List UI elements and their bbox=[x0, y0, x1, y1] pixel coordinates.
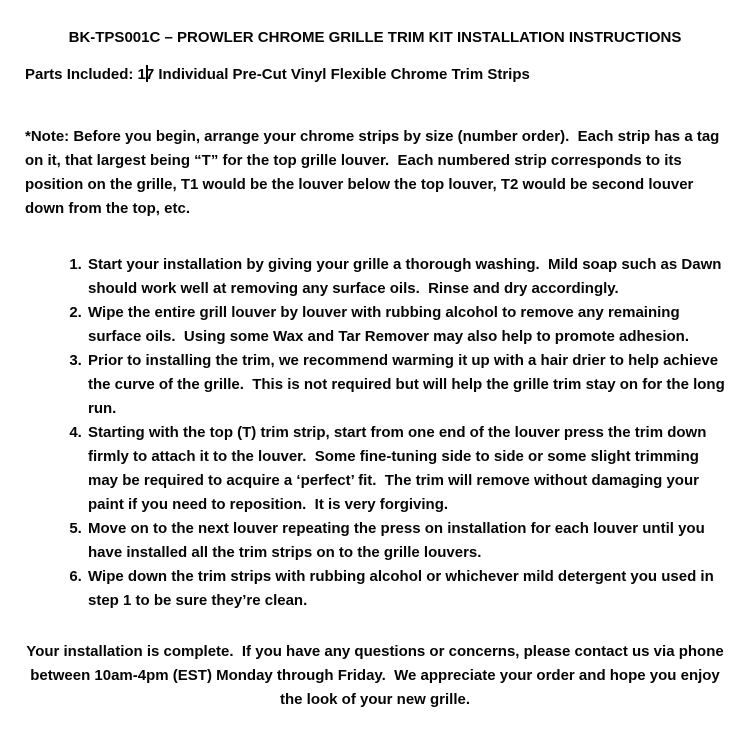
step-item-3: 3. Prior to installing the trim, we recommend warming it up with a hair drier to help achieve the curve of the grille. This is not required but will help the grille trim stay on for the long run. bbox=[86, 349, 725, 421]
parts-included-text-before-cursor: Parts Included: 1 bbox=[25, 66, 146, 83]
document-title: BK-TPS001C – PROWLER CHROME GRILLE TRIM KIT INSTALLATION INSTRUCTIONS bbox=[68, 29, 682, 46]
note-paragraph: *Note: Before you begin, arrange your chrome strips by size (number order). Each strip has a tag on it, that largest being “T” for the top grille louver. Each numbered strip corresponds to its position on the grille, T1 would be the louver below the top louver, T2 would be second louver down from the top, etc. bbox=[25, 128, 724, 217]
parts-included-line bbox=[25, 63, 725, 87]
step-item-5: 5. Move on to the next louver repeating the press on installation for each louver until you have installed all the trim strips on to the grille louvers. bbox=[86, 517, 725, 565]
step-item-1: 1. Start your installation by giving your grille a thorough washing. Mild soap such as Dawn should work well at removing any surface oils. Rinse and dry accordingly. bbox=[86, 253, 725, 301]
closing-paragraph: Your installation is complete. If you have any questions or concerns, please contact us via phone between 10am-4pm (EST) Monday through Friday. We appreciate your order and hope you enjoy the look of your new grille. bbox=[26, 643, 728, 708]
step-item-6: 6. Wipe down the trim strips with rubbing alcohol or whichever mild detergent you used in step 1 to be sure they’re clean. bbox=[86, 565, 725, 613]
step-item-4: 4. Starting with the top (T) trim strip, start from one end of the louver press the trim down firmly to attach it to the louver. Some fine-tuning side to side or some slight trimming may be required to acquire a ‘perfect’ fit. The trim will remove without damaging your paint if you need to reposition. It is very forgiving. bbox=[86, 421, 725, 517]
parts-included-text-after-cursor: 7 Individual Pre-Cut Vinyl Flexible Chrome Trim Strips bbox=[145, 66, 530, 83]
installation-steps-list bbox=[25, 253, 729, 613]
step-item-2: 2. Wipe the entire grill louver by louver with rubbing alcohol to remove any remaining surface oils. Using some Wax and Tar Remover may also help to promote adhesion. bbox=[86, 301, 725, 349]
